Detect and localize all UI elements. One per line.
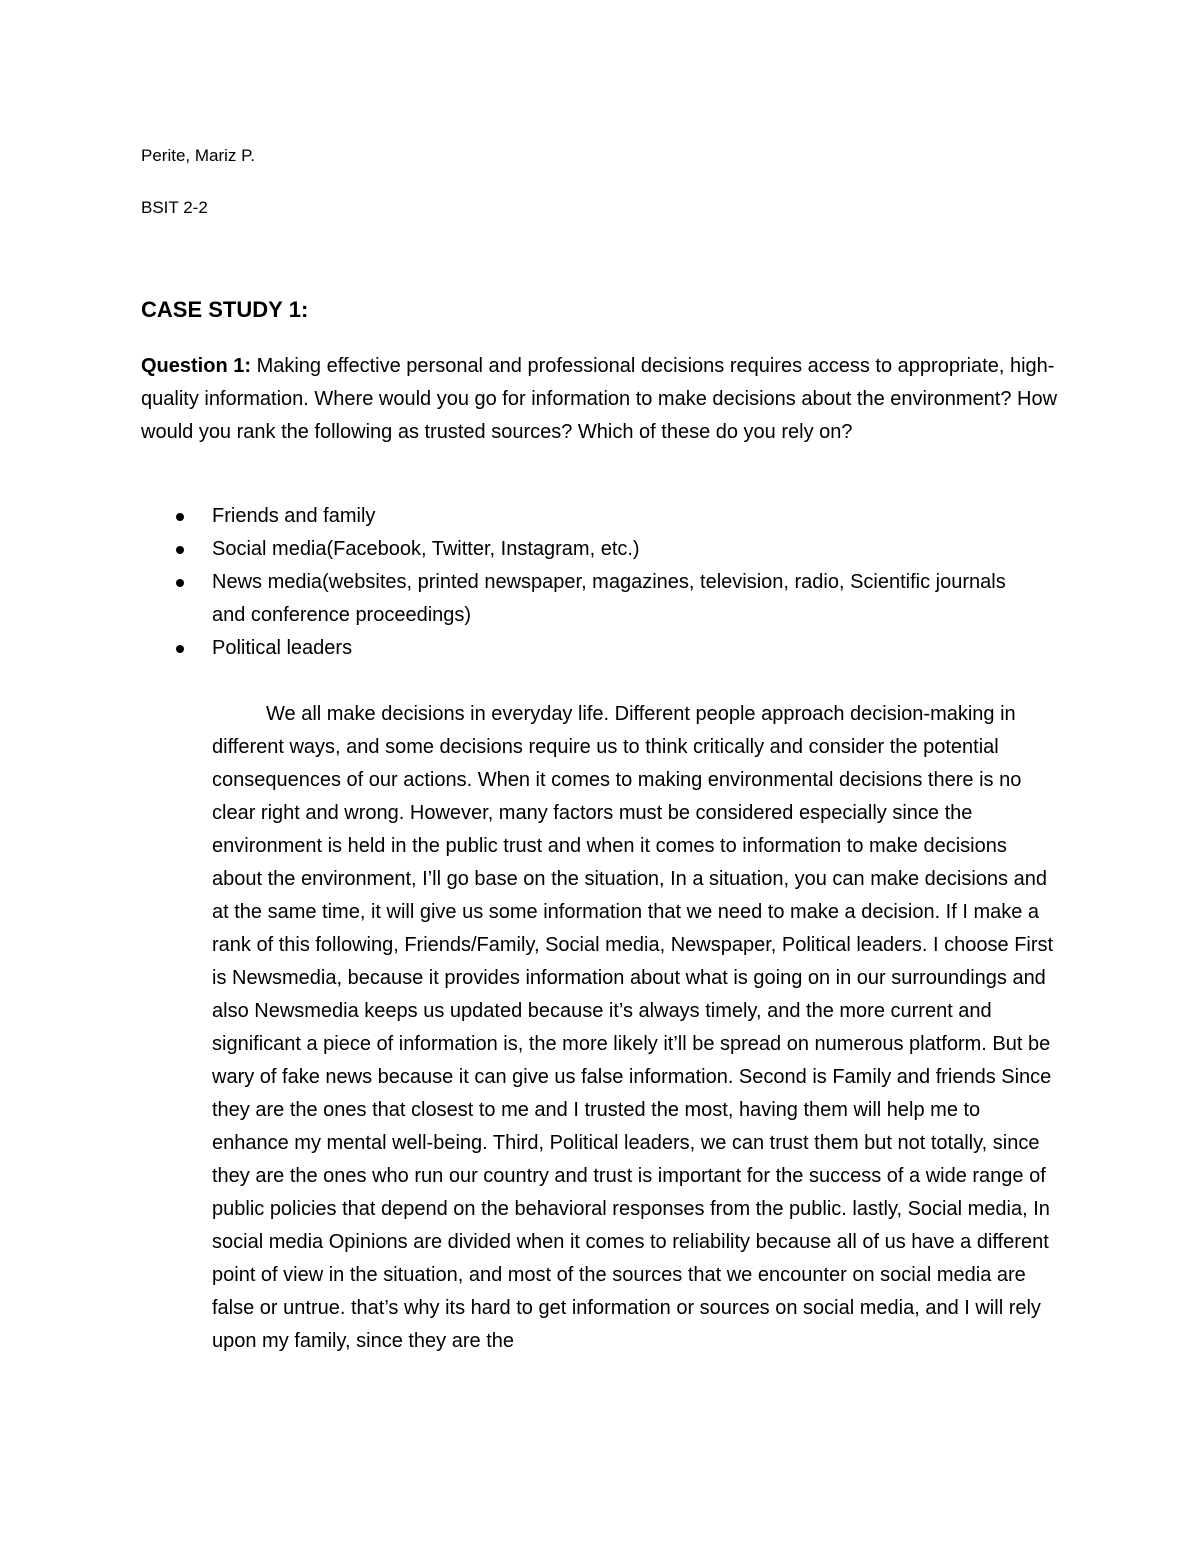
sources-list	[141, 500, 1041, 665]
case-study-number: 1:	[288, 297, 309, 322]
bullet-dot-icon	[176, 579, 184, 587]
question-paragraph	[141, 350, 1061, 449]
bullet-dot-icon	[176, 513, 184, 521]
list-item	[141, 533, 1041, 566]
bullet-dot-icon	[176, 645, 184, 653]
case-study-title: CASE STUDY	[141, 297, 283, 322]
answer-paragraph: We all make decisions in everyday life. Different people approach decision-making in different ways, and some decisions require us to think critically and consider the potential consequences of our actions. When it comes to making environmental decisions there is no clear right and wrong. However, many factors must be considered especially since the environment is held in the public trust and when it comes to information to make decisions about the environment, I’ll go base on the situation, In a situation, you can make decisions and at the same time, it will give us some information that we need to make a decision. If I make a rank of this following, Friends/Family, Social media, Newspaper, Political leaders. I choose First is Newsmedia, because it provides information about what is going on in our surroundings and also Newsmedia keeps us updated because it’s always timely, and the more current and significant a piece of information is, the more likely it’ll be spread on numerous platform. But be wary of fake news because it can give us false information. Second is Family and friends Since they are the ones that closest to me and I trusted the most, having them will help me to enhance my mental well-being. Third, Political leaders, we can trust them but not totally, since they are the ones who run our country and trust is important for the success of a wide range of public policies that depend on the behavioral responses from the public. lastly, Social media, In social media Opinions are divided when it comes to reliability because all of us have a different point of view in the situation, and most of the sources that we encounter on social media are false or untrue. that’s why its hard to get information or sources on social media, and I will rely upon my family, since they are the	[212, 703, 1054, 1352]
student-name: Perite, Mariz P.	[141, 146, 256, 165]
class-section: BSIT 2-2	[141, 198, 208, 217]
list-item	[141, 566, 1041, 632]
question-text: Making effective personal and professional decisions requires access to appropriate, high-quality information. Where would you go for information to make decisions about the environment? How would you rank the following as trusted sources? Which of these do you rely on?	[141, 355, 1058, 443]
case-study-heading	[141, 296, 308, 324]
list-item-text: Social media(Facebook, Twitter, Instagram, etc.)	[212, 538, 640, 560]
list-item-text: News media(websites, printed newspaper, magazines, television, radio, Scientific journals and conference proceedings)	[212, 571, 1006, 626]
bullet-dot-icon	[176, 546, 184, 554]
question-label: Question 1:	[141, 355, 252, 377]
list-item	[141, 632, 1041, 665]
list-item	[141, 500, 1041, 533]
list-item-text: Political leaders	[212, 637, 353, 659]
list-item-text: Friends and family	[212, 505, 376, 527]
